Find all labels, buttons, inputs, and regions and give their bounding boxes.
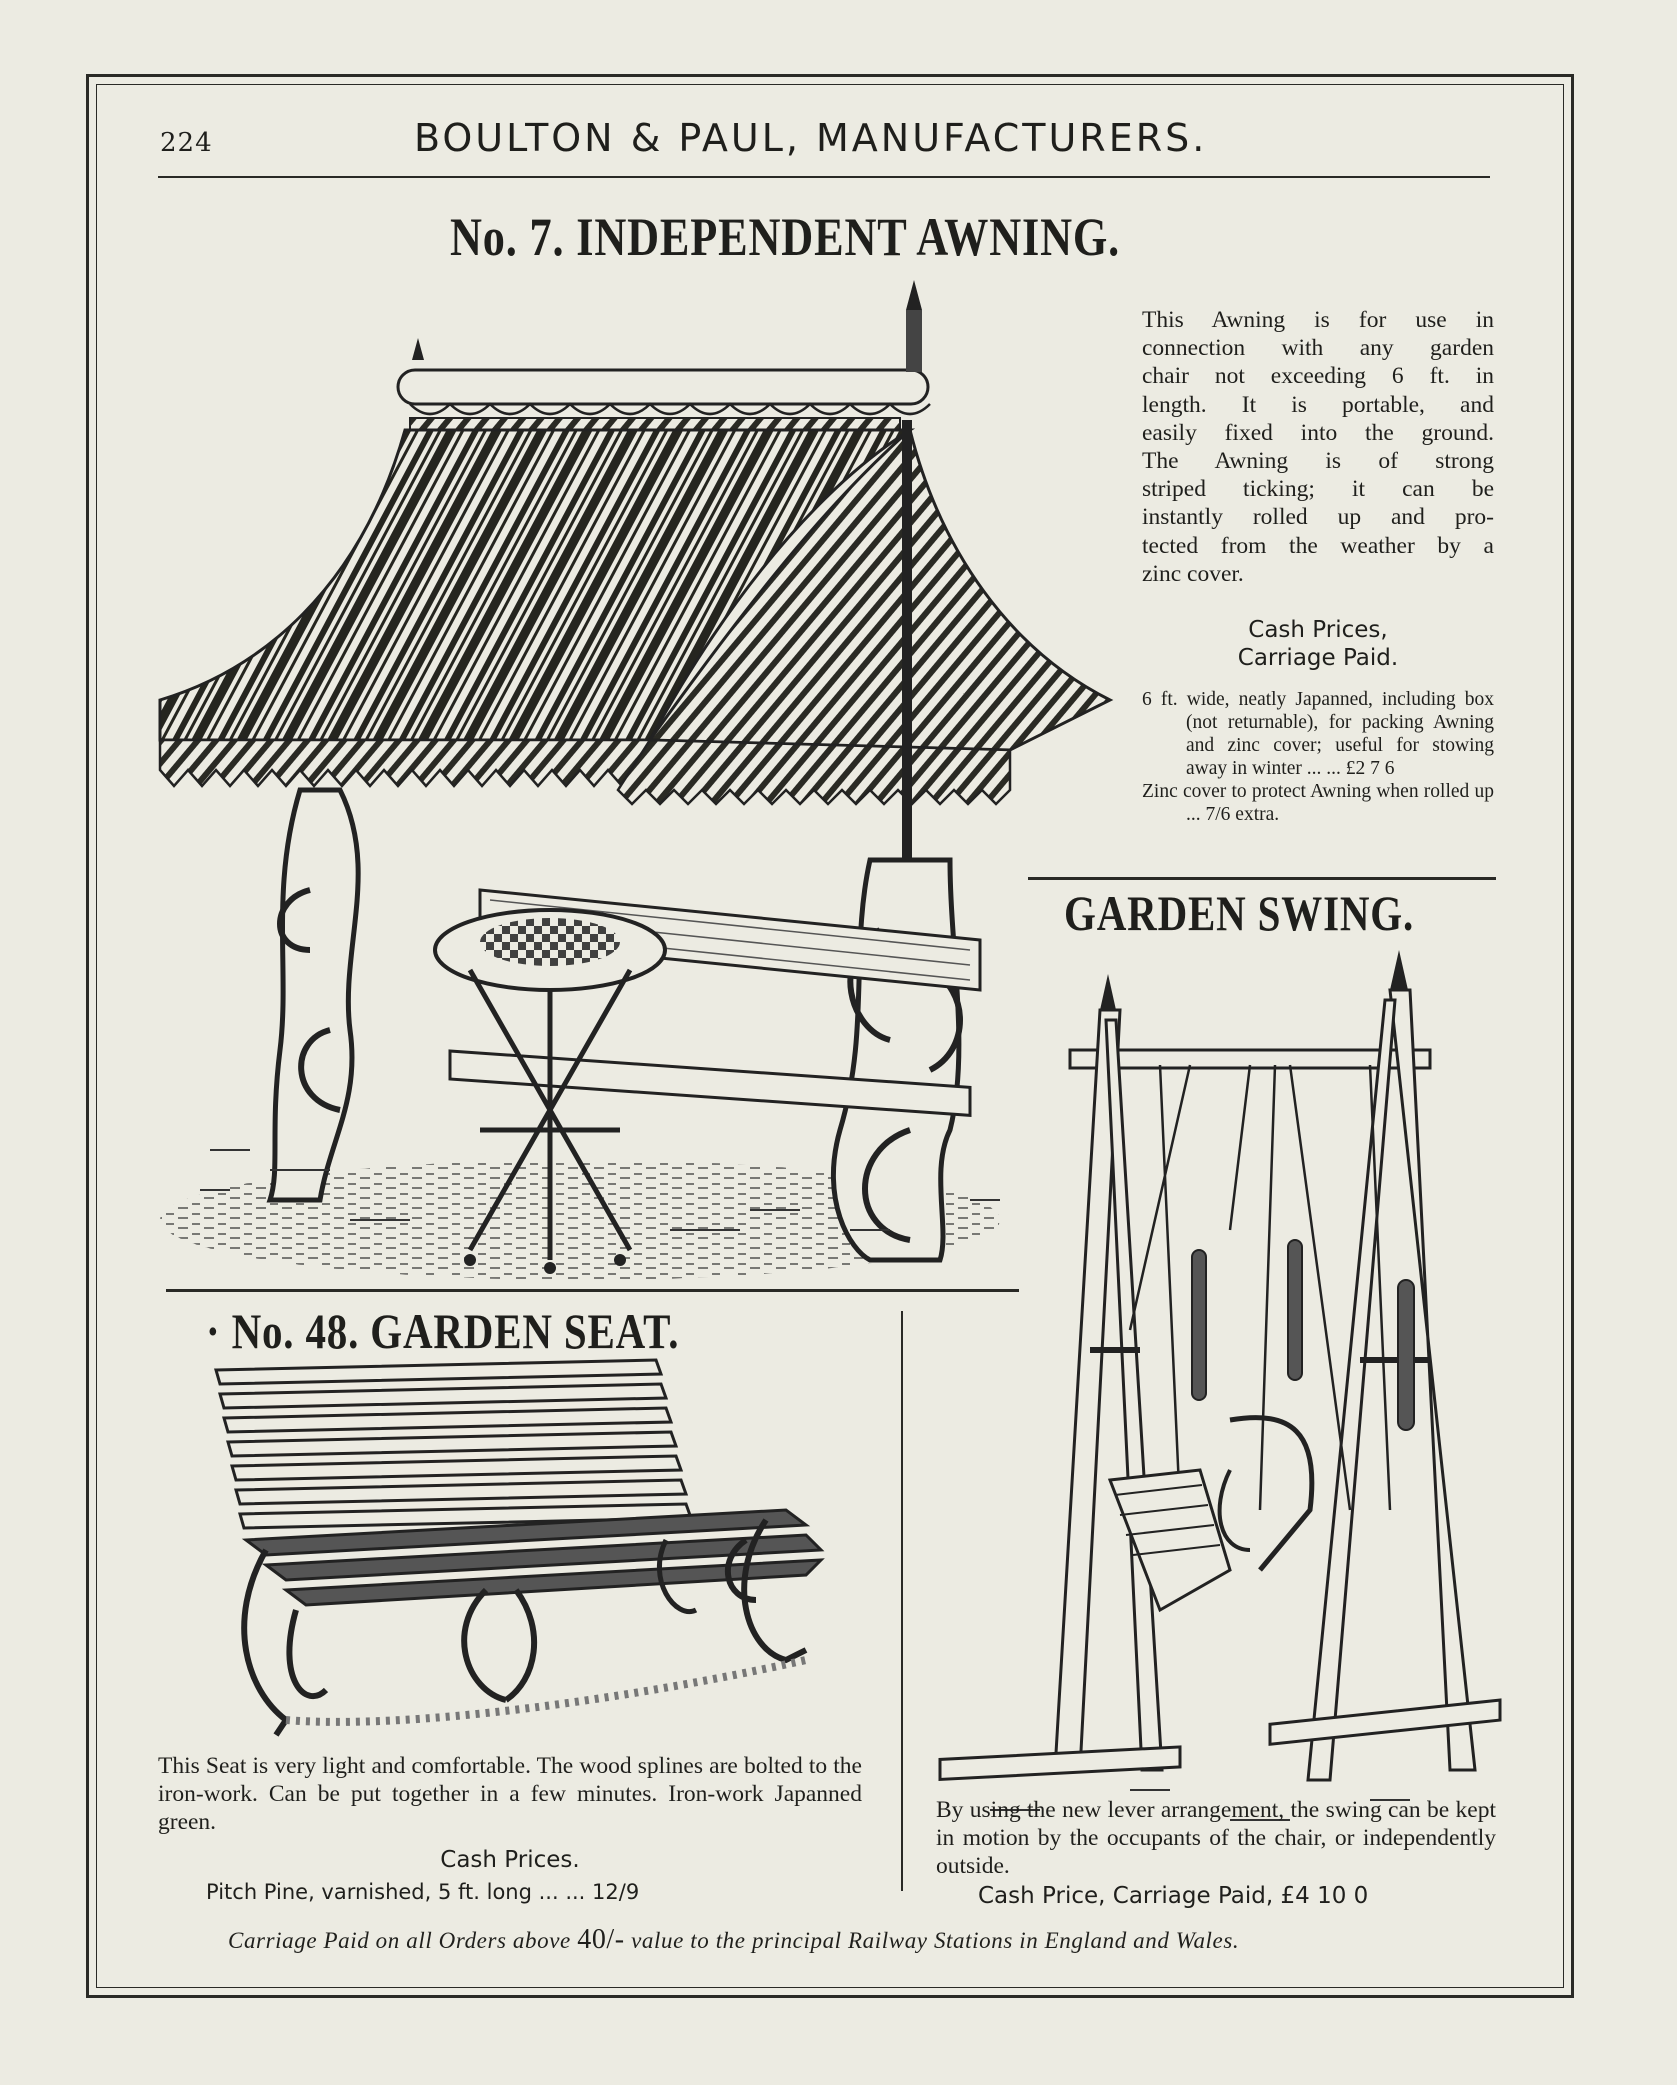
awning-description	[1142, 306, 1494, 588]
seat-title: · No. 48. GARDEN SEAT.	[206, 1303, 680, 1359]
awning-desc-line: easily fixed into the ground.	[1142, 419, 1494, 446]
awning-desc-line: tected from the weather by a	[1142, 532, 1494, 559]
awning-price-item: 6 ft. wide, neatly Japanned, including box (not returnable), for packing Awning and zinc cover; useful for stowing away in winter ... ... £2 7 6	[1142, 689, 1494, 779]
awning-desc-line: striped ticking; it can be	[1142, 476, 1494, 503]
running-title: BOULTON & PAUL, MANUFACTURERS.	[414, 116, 1208, 160]
awning-cash-heading	[1142, 616, 1494, 672]
awning-desc-line: connection with any garden	[1142, 335, 1494, 362]
awning-desc-line: This Awning is for use in	[1142, 307, 1494, 333]
seat-section-rule	[166, 1289, 1019, 1292]
swing-illustration	[930, 950, 1500, 1800]
awning-desc-line: chair not exceeding 6 ft. in	[1142, 363, 1494, 390]
swing-price: Cash Price, Carriage Paid, £4 10 0	[978, 1883, 1369, 1909]
footer-text-before: Carriage Paid on all Orders above	[228, 1928, 571, 1953]
swing-description: By using the new lever arrangement, the swing can be kept in motion by the occupants of the chair, or independently outside.	[936, 1797, 1496, 1880]
column-divider	[901, 1311, 903, 1891]
carriage-footer	[228, 1924, 1239, 1956]
awning-desc-line: instantly rolled up and pro-	[1142, 504, 1494, 531]
awning-cash-heading-line: Cash Prices,	[1248, 617, 1388, 643]
awning-cash-heading-line: Carriage Paid.	[1237, 645, 1399, 671]
awning-price-item: Zinc cover to protect Awning when rolled up ... 7/6 extra.	[1142, 781, 1494, 825]
seat-illustration	[206, 1360, 826, 1740]
awning-illustration	[150, 270, 1020, 1290]
header-rule	[158, 176, 1490, 178]
awning-title: No. 7. INDEPENDENT AWNING.	[450, 207, 1121, 267]
footer-text-after: value to the principal Railway Stations in England and Wales.	[631, 1928, 1240, 1953]
swing-title: GARDEN SWING.	[1064, 885, 1415, 941]
footer-amount: 40/-	[577, 1924, 625, 1955]
page-number: 224	[160, 128, 213, 158]
seat-description: This Seat is very light and comfortable. The wood splines are bolted to the iron-work. Can be put together in a few minutes. Iron-work Japanned green.	[158, 1753, 862, 1836]
seat-cash-heading: Cash Prices.	[440, 1847, 580, 1873]
awning-desc-line: The Awning is of strong	[1142, 448, 1494, 475]
awning-desc-line: length. It is portable, and	[1142, 391, 1494, 418]
seat-price-line: Pitch Pine, varnished, 5 ft. long ... ... 12/9	[206, 1880, 640, 1904]
swing-section-rule	[1028, 877, 1496, 880]
awning-desc-line: zinc cover.	[1142, 560, 1244, 587]
awning-price-list	[1142, 688, 1494, 826]
